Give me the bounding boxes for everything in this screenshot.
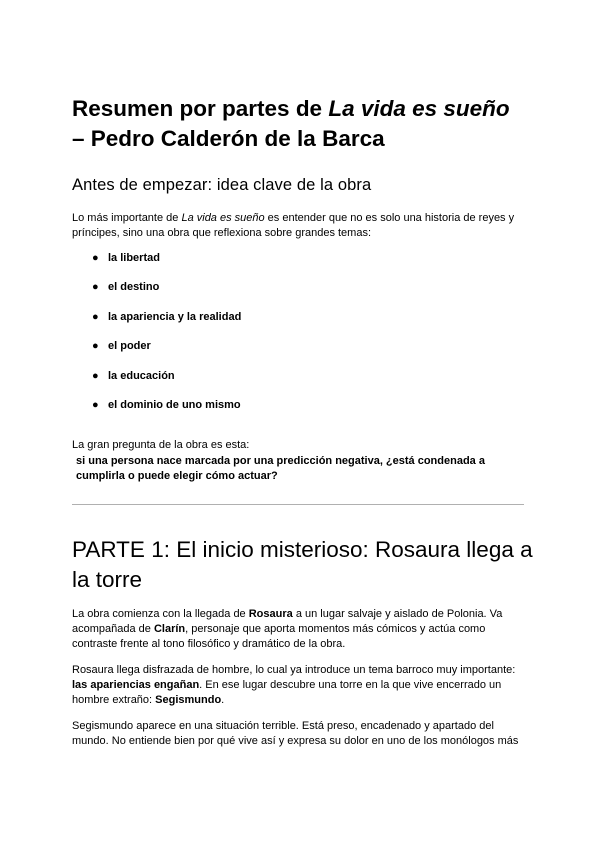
list-item: ● el dominio de uno mismo	[92, 397, 512, 426]
list-item: ● la educación	[92, 368, 512, 397]
question-lead: La gran pregunta de la obra es esta:	[72, 439, 250, 451]
bullet-icon: ●	[92, 398, 99, 411]
part1-paragraph-1: La obra comienza con la llegada de Rosaura a un lugar salvaje y aislado de Polonia. Va acompañada de Clarín, personaje que aporta momentos más cómicos y actúa como contraste frente al tono filosófico y dramático de la obra.	[72, 608, 503, 650]
bullet-icon: ●	[92, 281, 99, 294]
list-item: ● la libertad	[92, 250, 512, 279]
title-work-name: La vida es sueño	[328, 96, 510, 121]
bullet-icon: ●	[92, 252, 99, 264]
list-item: ● la apariencia y la realidad	[92, 309, 512, 338]
part1-paragraph-2: Rosaura llega disfrazada de hombre, lo cual ya introduce un tema barroco muy importante: las apariencias engañan. En ese lugar descubre una torre en la que vive encerrado un hombre extraño: Segismundo.	[72, 664, 516, 706]
part1-paragraph-3: Segismundo aparece en una situación terrible. Está preso, encadenado y apartado del mundo. No entiende bien por qué vive así y expresa su dolor en uno de los monólogos más	[72, 720, 519, 747]
part1-heading: PARTE 1: El inicio misterioso: Rosaura llega a la torre	[72, 537, 533, 592]
intro-heading: Antes de empezar: idea clave de la obra	[72, 176, 372, 194]
list-item: ● el poder	[92, 338, 512, 367]
list-item: ● el destino	[92, 279, 512, 308]
bullet-icon: ●	[92, 369, 99, 382]
document-title	[72, 94, 542, 154]
section-divider	[72, 504, 524, 505]
bullet-icon: ●	[92, 310, 99, 323]
key-question: si una persona nace marcada por una predicción negativa, ¿está condenada a cumplirla o puede elegir cómo actuar?	[76, 455, 485, 482]
title-author: – Pedro Calderón de la Barca	[72, 126, 385, 151]
intro-paragraph: Lo más importante de La vida es sueño es entender que no es solo una historia de reyes y príncipes, sino una obra que reflexiona sobre grandes temas:	[72, 212, 515, 239]
themes-list	[92, 250, 512, 426]
title-prefix: Resumen por partes de	[72, 96, 329, 121]
bullet-icon: ●	[92, 340, 99, 353]
